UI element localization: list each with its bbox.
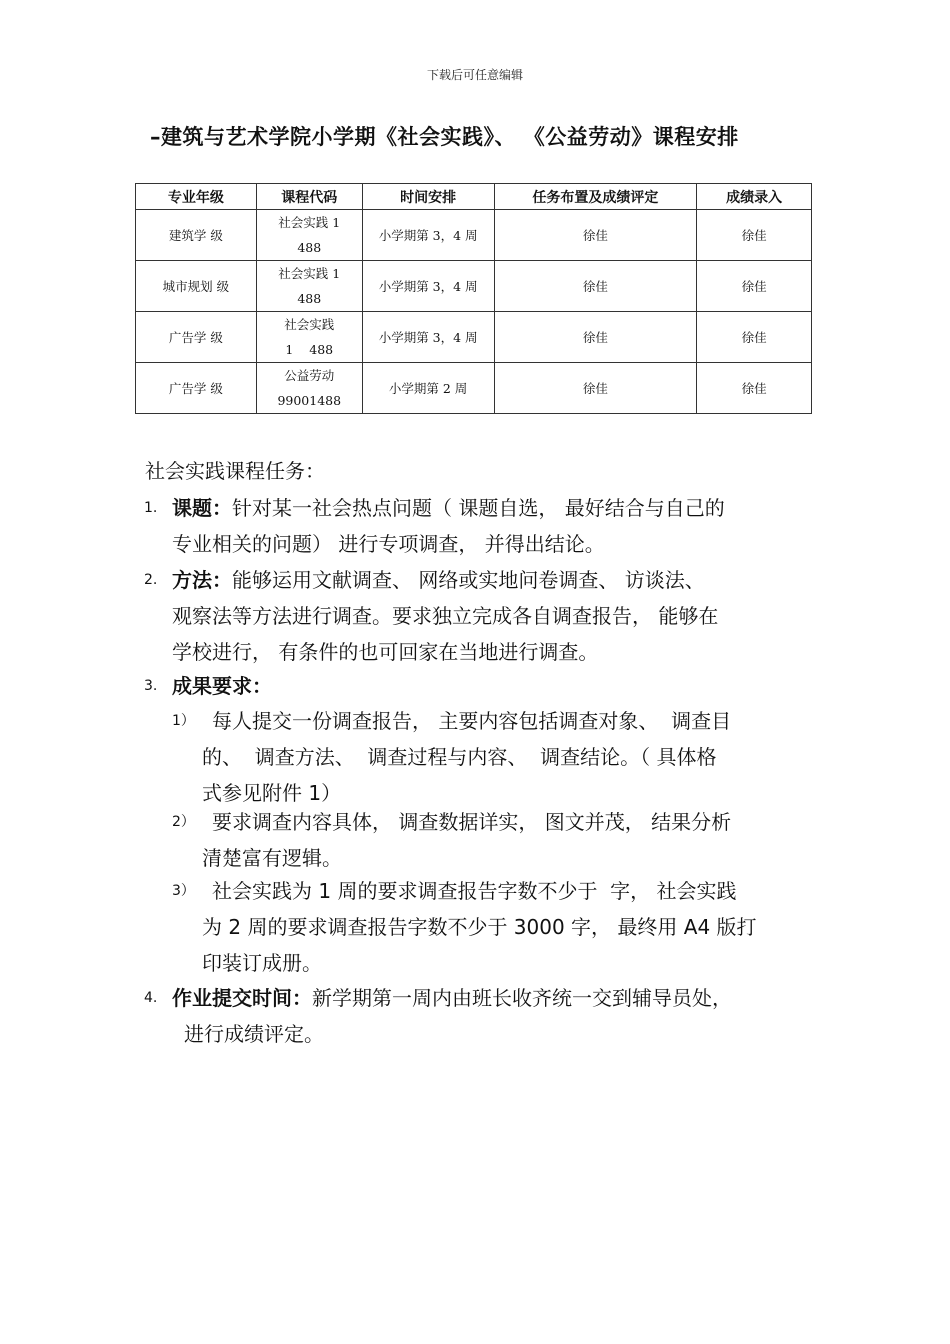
course-code-line: 488 [297, 240, 322, 255]
item-line: 学校进行， 有条件的也可回家在当地进行调查。 [172, 640, 599, 664]
sub-item-line: 社会实践为 1 周的要求调查报告字数不少于 字， 社会实践 [212, 879, 737, 903]
course-code-line: 社会实践 1 [278, 215, 341, 230]
course-code-line: 公益劳动 [284, 368, 335, 383]
item-text: 针对某一社会热点问题（ 课题自选， 最好结合与自己的 [232, 496, 725, 520]
task-cell: 徐佳 [494, 210, 697, 261]
item-label: 成果要求： [172, 674, 272, 698]
grade-entry-cell: 徐佳 [697, 312, 812, 363]
item-line: 进行成绩评定。 [184, 1022, 324, 1046]
grade-entry-cell: 徐佳 [697, 261, 812, 312]
course-code-cell [256, 363, 362, 414]
major-cell: 广告学 级 [136, 363, 257, 414]
sub-item-line: 清楚富有逻辑。 [202, 846, 342, 870]
time-cell: 小学期第 3，4 周 [362, 261, 494, 312]
item-line [172, 562, 705, 598]
item-number: 4. [144, 990, 158, 1006]
sub-item-line: 每人提交一份调查报告， 主要内容包括调查对象、 调查目 [212, 709, 732, 733]
sub-item-line: 要求调查内容具体， 调查数据详实， 图文并茂， 结果分析 [212, 810, 732, 834]
major-cell: 建筑学 级 [136, 210, 257, 261]
time-cell: 小学期第 3，4 周 [362, 312, 494, 363]
sub-item-line: 式参见附件 1） [202, 781, 342, 805]
sub-item-number: 3） [172, 883, 195, 899]
header-note: 下载后可任意编辑 [426, 68, 523, 82]
page-title: –建筑与艺术学院小学期《社会实践》、 《公益劳动》课程安排 [150, 125, 739, 149]
course-code-cell [256, 210, 362, 261]
table-row [136, 312, 812, 363]
table-header-row [136, 184, 812, 210]
task-cell: 徐佳 [494, 363, 697, 414]
item-label: 课题： [172, 496, 232, 520]
item-text: 新学期第一周内由班长收齐统一交到辅导员处， [312, 986, 732, 1010]
column-header: 专业年级 [136, 184, 257, 210]
task-cell: 徐佳 [494, 261, 697, 312]
sub-item-number: 2） [172, 814, 195, 830]
item-line [172, 980, 732, 1016]
grade-entry-cell: 徐佳 [697, 210, 812, 261]
major-cell: 广告学 级 [136, 312, 257, 363]
schedule-table [135, 183, 812, 414]
item-label: 方法： [172, 568, 232, 592]
item-number: 1. [144, 500, 158, 516]
course-code-line: 1 488 [285, 342, 334, 357]
task-cell: 徐佳 [494, 312, 697, 363]
course-code-cell [256, 261, 362, 312]
major-cell: 城市规划 级 [136, 261, 257, 312]
column-header: 时间安排 [362, 184, 494, 210]
item-line: 观察法等方法进行调查。要求独立完成各自调查报告， 能够在 [172, 604, 719, 628]
item-line [172, 490, 725, 526]
table-row [136, 210, 812, 261]
time-cell: 小学期第 3，4 周 [362, 210, 494, 261]
sub-item-line: 的、 调查方法、 调查过程与内容、 调查结论。（ 具体格 [202, 745, 717, 769]
grade-entry-cell: 徐佳 [697, 363, 812, 414]
item-line: 专业相关的问题） 进行专项调查， 并得出结论。 [172, 532, 605, 556]
item-number: 2. [144, 572, 158, 588]
course-code-line: 488 [297, 291, 322, 306]
time-cell: 小学期第 2 周 [362, 363, 494, 414]
table-row [136, 363, 812, 414]
item-number: 3. [144, 678, 158, 694]
column-header: 课程代码 [256, 184, 362, 210]
course-code-line: 社会实践 1 [278, 266, 341, 281]
table-row [136, 261, 812, 312]
sub-item-line: 印装订成册。 [202, 951, 322, 975]
sub-item-line: 为 2 周的要求调查报告字数不少于 3000 字， 最终用 A4 版打 [202, 915, 757, 939]
course-code-line: 99001488 [277, 393, 342, 408]
item-label: 作业提交时间： [172, 986, 312, 1010]
item-text: 能够运用文献调查、 网络或实地问卷调查、 访谈法、 [232, 568, 705, 592]
course-code-cell [256, 312, 362, 363]
course-code-line: 社会实践 [284, 317, 335, 332]
sub-item-number: 1） [172, 713, 195, 729]
column-header: 成绩录入 [697, 184, 812, 210]
section-intro: 社会实践课程任务： [145, 459, 325, 483]
column-header: 任务布置及成绩评定 [494, 184, 697, 210]
